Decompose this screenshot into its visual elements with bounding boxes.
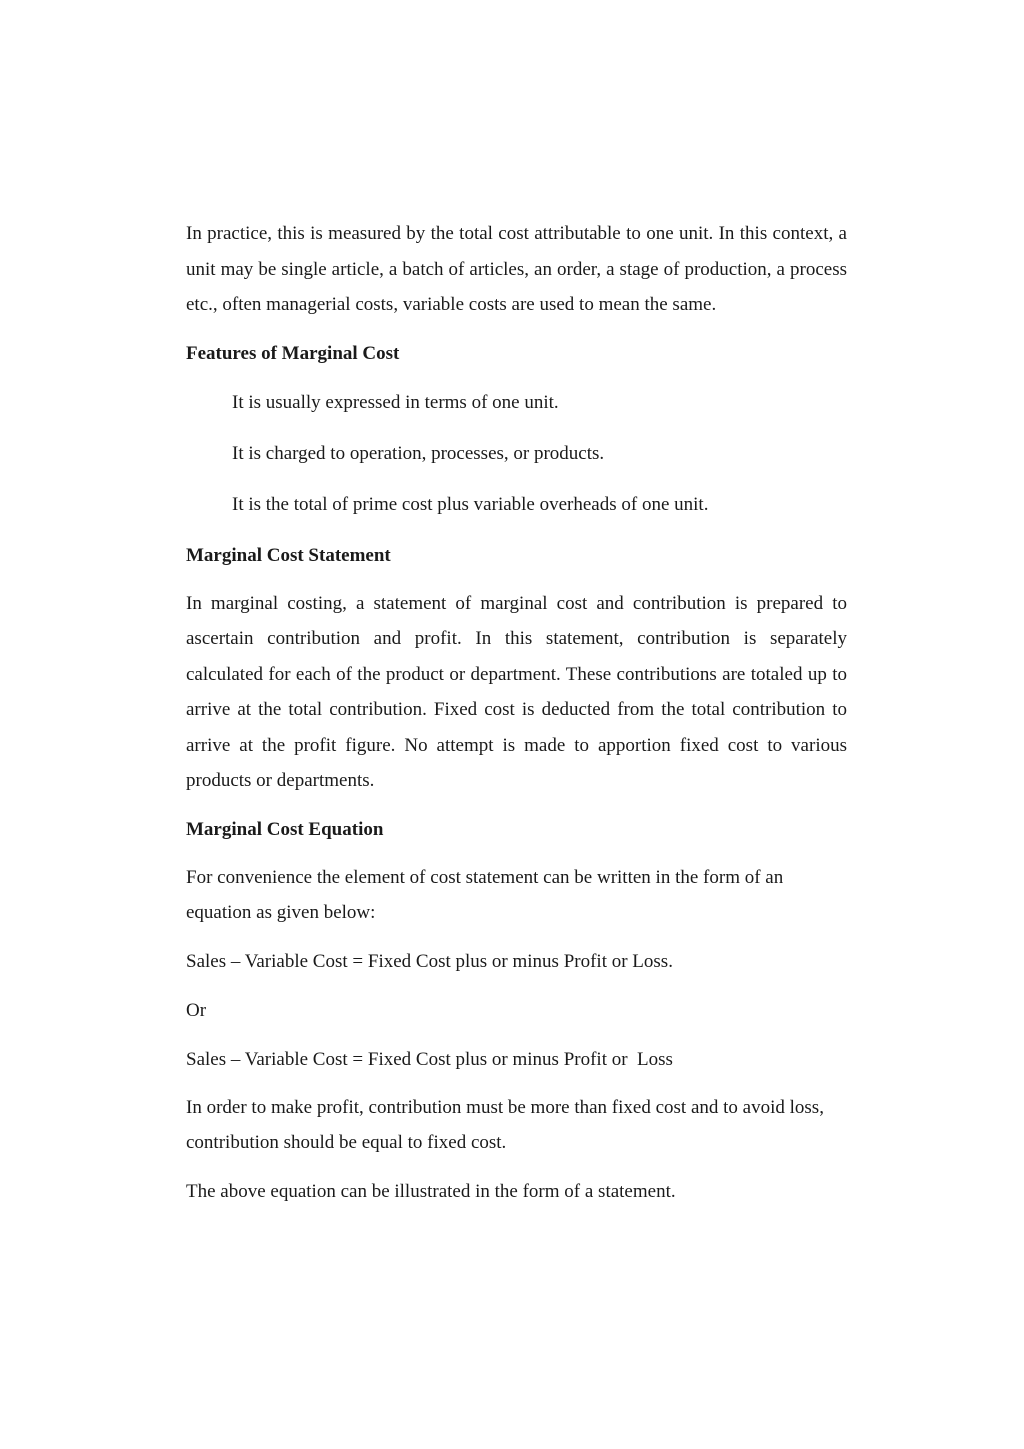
- equation-heading: Marginal Cost Equation: [186, 818, 384, 840]
- feature-item: It is usually expressed in terms of one unit.: [232, 391, 559, 413]
- statement-paragraph: In marginal costing, a statement of marginal cost and contribution is prepared to ascertain contribution and profit. In this statement, contribution is separately calculated for each of the product or department. These contributions are totaled up to arrive at the total contribution. Fixed cost is deducted from the total contribution to arrive at the profit figure. No attempt is made to apportion fixed cost to various products or departments.: [186, 592, 847, 791]
- features-heading: Features of Marginal Cost: [186, 342, 400, 364]
- intro-paragraph: In practice, this is measured by the total cost attributable to one unit. In this context, a unit may be single article, a batch of articles, an order, a stage of production, a process etc., often managerial costs, variable costs are used to mean the same.: [186, 223, 847, 315]
- closing-text: The above equation can be illustrated in the form of a statement.: [186, 1180, 676, 1202]
- feature-item: It is the total of prime cost plus variable overheads of one unit.: [232, 493, 709, 515]
- statement-heading: Marginal Cost Statement: [186, 544, 391, 566]
- equation-intro-paragraph: For convenience the element of cost statement can be written in the form of an equation as given below:: [186, 866, 784, 923]
- profit-note-paragraph: In order to make profit, contribution must be more than fixed cost and to avoid loss, contribution should be equal to fixed cost.: [186, 1096, 824, 1153]
- equation-line-2: Sales – Variable Cost = Fixed Cost plus or minus Profit or Loss: [186, 1048, 673, 1070]
- document-page: [186, 216, 847, 1222]
- feature-item: It is charged to operation, processes, or products.: [232, 442, 605, 464]
- or-text: Or: [186, 999, 207, 1021]
- equation-line-1: Sales – Variable Cost = Fixed Cost plus or minus Profit or Loss.: [186, 950, 673, 972]
